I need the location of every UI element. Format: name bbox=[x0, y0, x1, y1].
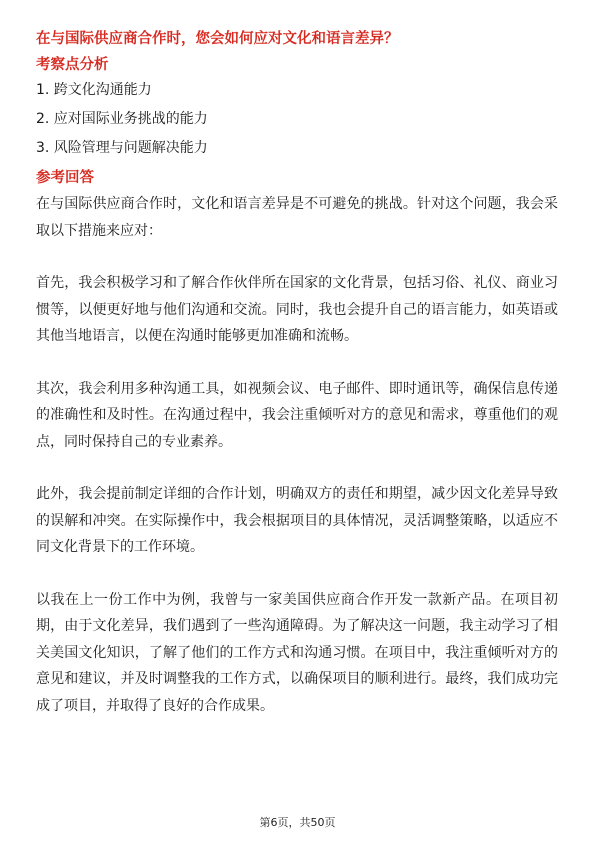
answer-paragraph: 首先，我会积极学习和了解合作伙伴所在国家的文化背景，包括习俗、礼仪、商业习惯等，以便更好地与他们沟通和交流。同时，我也会提升自己的语言能力，如英语或其他当地语言，以便在沟通时能够更加准确和流畅。 bbox=[36, 275, 558, 344]
analysis-point: 3. 风险管理与问题解决能力 bbox=[36, 140, 208, 156]
page-number-footer: 第6页，共50页 bbox=[259, 816, 336, 829]
answer-paragraph: 在与国际供应商合作时，文化和语言差异是不可避免的挑战。针对这个问题，我会采取以下措施来应对： bbox=[36, 196, 558, 239]
answer-paragraph: 其次，我会利用多种沟通工具，如视频会议、电子邮件、即时通讯等，确保信息传递的准确性和及时性。在沟通过程中，我会注重倾听对方的意见和需求，尊重他们的观点，同时保持自己的专业素养。 bbox=[36, 380, 558, 450]
answer-paragraph: 以我在上一份工作中为例，我曾与一家美国供应商合作开发一款新产品。在项目初期，由于文化差异，我们遇到了一些沟通障碍。为了解决这一问题，我主动学习了相关美国文化知识，了解了他们的工作方式和沟通习惯。在项目中，我注重倾听对方的意见和建议，并及时调整我的工作方式，以确保项目的顺利进行。最终，我们成功完成了项目，并取得了良好的合作成果。 bbox=[36, 591, 558, 714]
answer-body bbox=[36, 191, 558, 719]
analysis-point: 2. 应对国际业务挑战的能力 bbox=[36, 111, 208, 127]
analysis-point: 1. 跨文化沟通能力 bbox=[36, 82, 152, 98]
analysis-points-list bbox=[36, 80, 558, 159]
question-heading: 在与国际供应商合作时，您会如何应对文化和语言差异？ bbox=[36, 31, 399, 47]
answer-heading: 参考回答 bbox=[36, 170, 94, 186]
answer-paragraph: 此外，我会提前制定详细的合作计划，明确双方的责任和期望，减少因文化差异导致的误解和冲突。在实际操作中，我会根据项目的具体情况，灵活调整策略，以适应不同文化背景下的工作环境。 bbox=[36, 486, 558, 555]
document-page bbox=[36, 28, 558, 719]
analysis-heading: 考察点分析 bbox=[36, 57, 109, 73]
